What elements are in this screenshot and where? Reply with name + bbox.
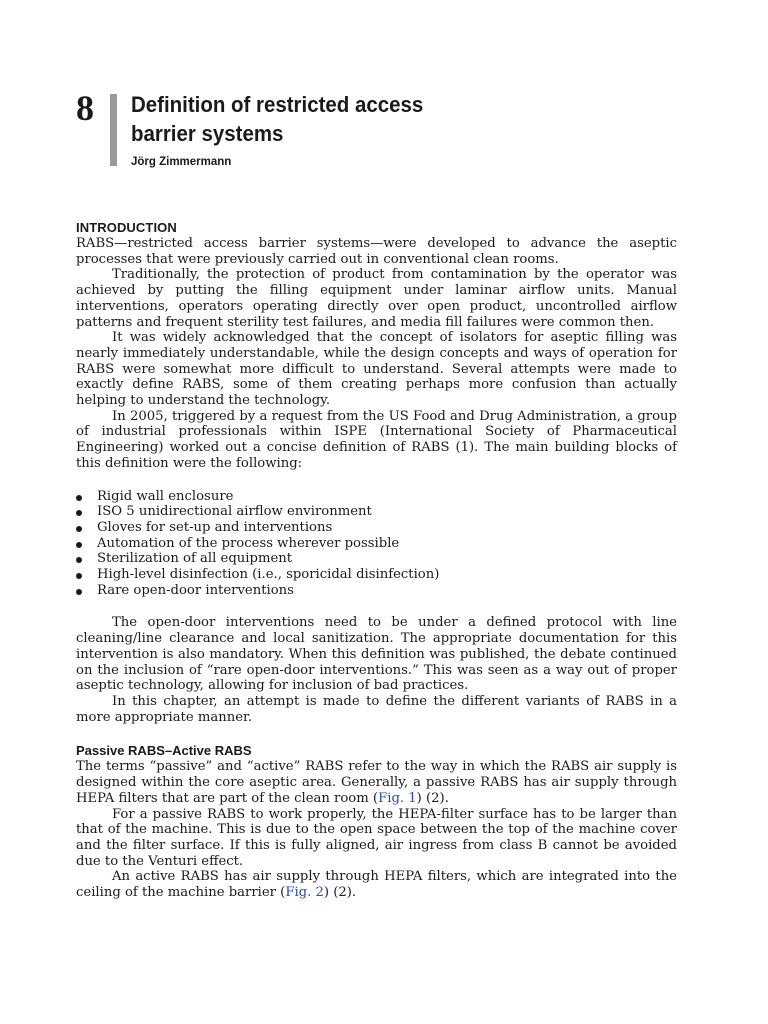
figure-2-link[interactable]: Fig. 2 xyxy=(285,885,324,901)
chapter-author: Jörg Zimmermann xyxy=(131,156,232,168)
section-heading-introduction: INTRODUCTION xyxy=(76,220,177,235)
chapter-title xyxy=(131,90,652,148)
bullet-item: High-level disinfection (i.e., sporicidal disinfection) xyxy=(76,567,677,583)
subsection-heading-passive-active-rabs: Passive RABS–Active RABS xyxy=(76,743,252,759)
figure-1-link[interactable]: Fig. 1 xyxy=(378,790,417,806)
paragraph: RABS—restricted access barrier systems—were developed to advance the aseptic processes that were previously carried out in conventional clean rooms. xyxy=(76,236,677,267)
chapter-title-line-1: Definition of restricted access xyxy=(131,92,424,117)
paragraph: The open-door interventions need to be under a defined protocol with line cleaning/line clearance and local sanitization. The appropriate documentation for this intervention is also mandatory. When this definition was published, the debate continued on the inclusion of “rare open-door interventions.” This was seen as a way out of proper aseptic technology, allowing for inclusion of bad practices. xyxy=(76,615,677,694)
bullet-dot-icon xyxy=(76,542,82,548)
bullet-item: ISO 5 unidirectional airflow environment xyxy=(76,504,677,520)
bullet-dot-icon xyxy=(76,495,82,501)
bullet-item: Rigid wall enclosure xyxy=(76,489,677,505)
paragraph: It was widely acknowledged that the concept of isolators for aseptic filling was nearly immediately understandable, while the design concepts and ways of operation for RABS were somewhat more difficult to understand. Several attempts were made to exactly define RABS, some of them creating perhaps more confusion than actually helping to understand the technology. xyxy=(76,330,677,409)
chapter-body xyxy=(76,220,677,901)
section-spacer xyxy=(76,725,677,743)
bullet-item: Automation of the process wherever possible xyxy=(76,536,677,552)
bullet-dot-icon xyxy=(76,573,82,579)
chapter-number: 8 xyxy=(76,88,94,128)
chapter-divider-bar xyxy=(110,94,117,166)
bullet-dot-icon xyxy=(76,589,82,595)
paragraph: In this chapter, an attempt is made to define the different variants of RABS in a more appropriate manner. xyxy=(76,693,677,725)
bullet-item: Rare open-door interventions xyxy=(76,583,677,599)
paragraph: For a passive RABS to work properly, the HEPA-filter surface has to be larger than that of the machine. This is due to the open space between the top of the machine cover and the filter surface. If this is fully aligned, air ingress from class B cannot be avoided due to the Venturi effect. xyxy=(76,806,677,869)
paragraph: The terms “passive” and “active” RABS refer to the way in which the RABS air supply is designed within the core aseptic area. Generally, a passive RABS has air supply through HEPA filters that are part of the clean room (Fig. 1) (2). xyxy=(76,759,677,806)
paragraph: In 2005, triggered by a request from the US Food and Drug Administration, a group of industrial professionals within ISPE (International Society of Pharmaceutical Engineering) worked out a concise definition of RABS (1). The main building blocks of this definition were the following: xyxy=(76,408,677,471)
paragraph: Traditionally, the protection of product from contamination by the operator was achieved by putting the filling equipment under laminar airflow units. Manual interventions, operators operating directly over open product, uncontrolled airflow patterns and frequent sterility test failures, and media fill failures were common then. xyxy=(76,267,677,330)
paragraph: An active RABS has air supply through HEPA filters, which are integrated into the ceiling of the machine barrier (Fig. 2) (2). xyxy=(76,869,677,901)
bullet-dot-icon xyxy=(76,557,82,563)
bullet-dot-icon xyxy=(76,510,82,516)
bullet-item: Gloves for set-up and interventions xyxy=(76,520,677,536)
definition-bullet-list xyxy=(76,489,677,599)
bullet-dot-icon xyxy=(76,526,82,532)
bullet-item: Sterilization of all equipment xyxy=(76,551,677,567)
chapter-title-line-2: barrier systems xyxy=(131,121,284,146)
